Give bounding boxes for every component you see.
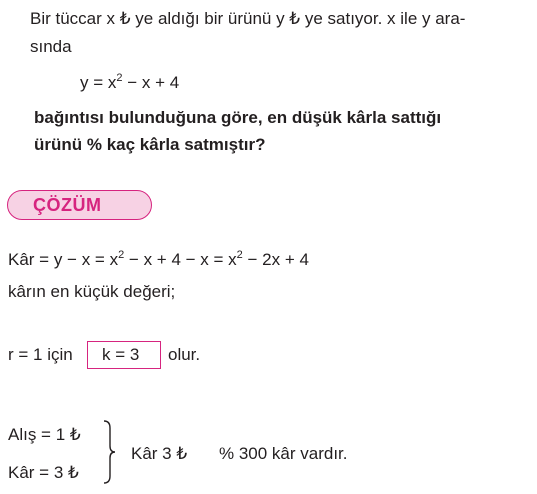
conclusion-profit: Kâr 3 ₺	[131, 444, 188, 463]
equation-exponent: 2	[116, 72, 123, 84]
equation-part: − 2x + 4	[242, 250, 309, 269]
equation-exponent: 2	[236, 249, 243, 261]
problem-line-1: Bir tüccar x ₺ ye aldığı bir ürünü y ₺ ye satıyor. x ile y ara-	[30, 9, 466, 28]
k-value: k = 3	[102, 345, 140, 364]
equation-part: y = x	[80, 73, 117, 92]
min-value-line: kârın en küçük değeri;	[8, 282, 176, 301]
conclusion-percent: % 300 kâr vardır.	[219, 444, 348, 463]
right-brace-icon	[102, 420, 116, 484]
r-prefix: r = 1 için	[8, 345, 73, 364]
equation-part: Kâr = y − x = x	[8, 250, 119, 269]
equation-part: − x + 4 − x = x	[124, 250, 237, 269]
equation-exponent: 2	[118, 249, 125, 261]
profit-equation	[8, 250, 309, 270]
problem-question-line-2: ürünü % kaç kârla satmıştır?	[34, 135, 266, 154]
equation-part: − x + 4	[122, 73, 180, 92]
problem-equation	[80, 73, 179, 93]
r-suffix: olur.	[168, 345, 201, 364]
solution-header: ÇÖZÜM	[33, 195, 102, 215]
problem-question-line-1: bağıntısı bulunduğuna göre, en düşük kârla sattığı	[34, 108, 442, 127]
purchase-price: Alış = 1 ₺	[8, 425, 81, 444]
profit-amount: Kâr = 3 ₺	[8, 463, 79, 482]
problem-line-2: sında	[30, 37, 72, 56]
